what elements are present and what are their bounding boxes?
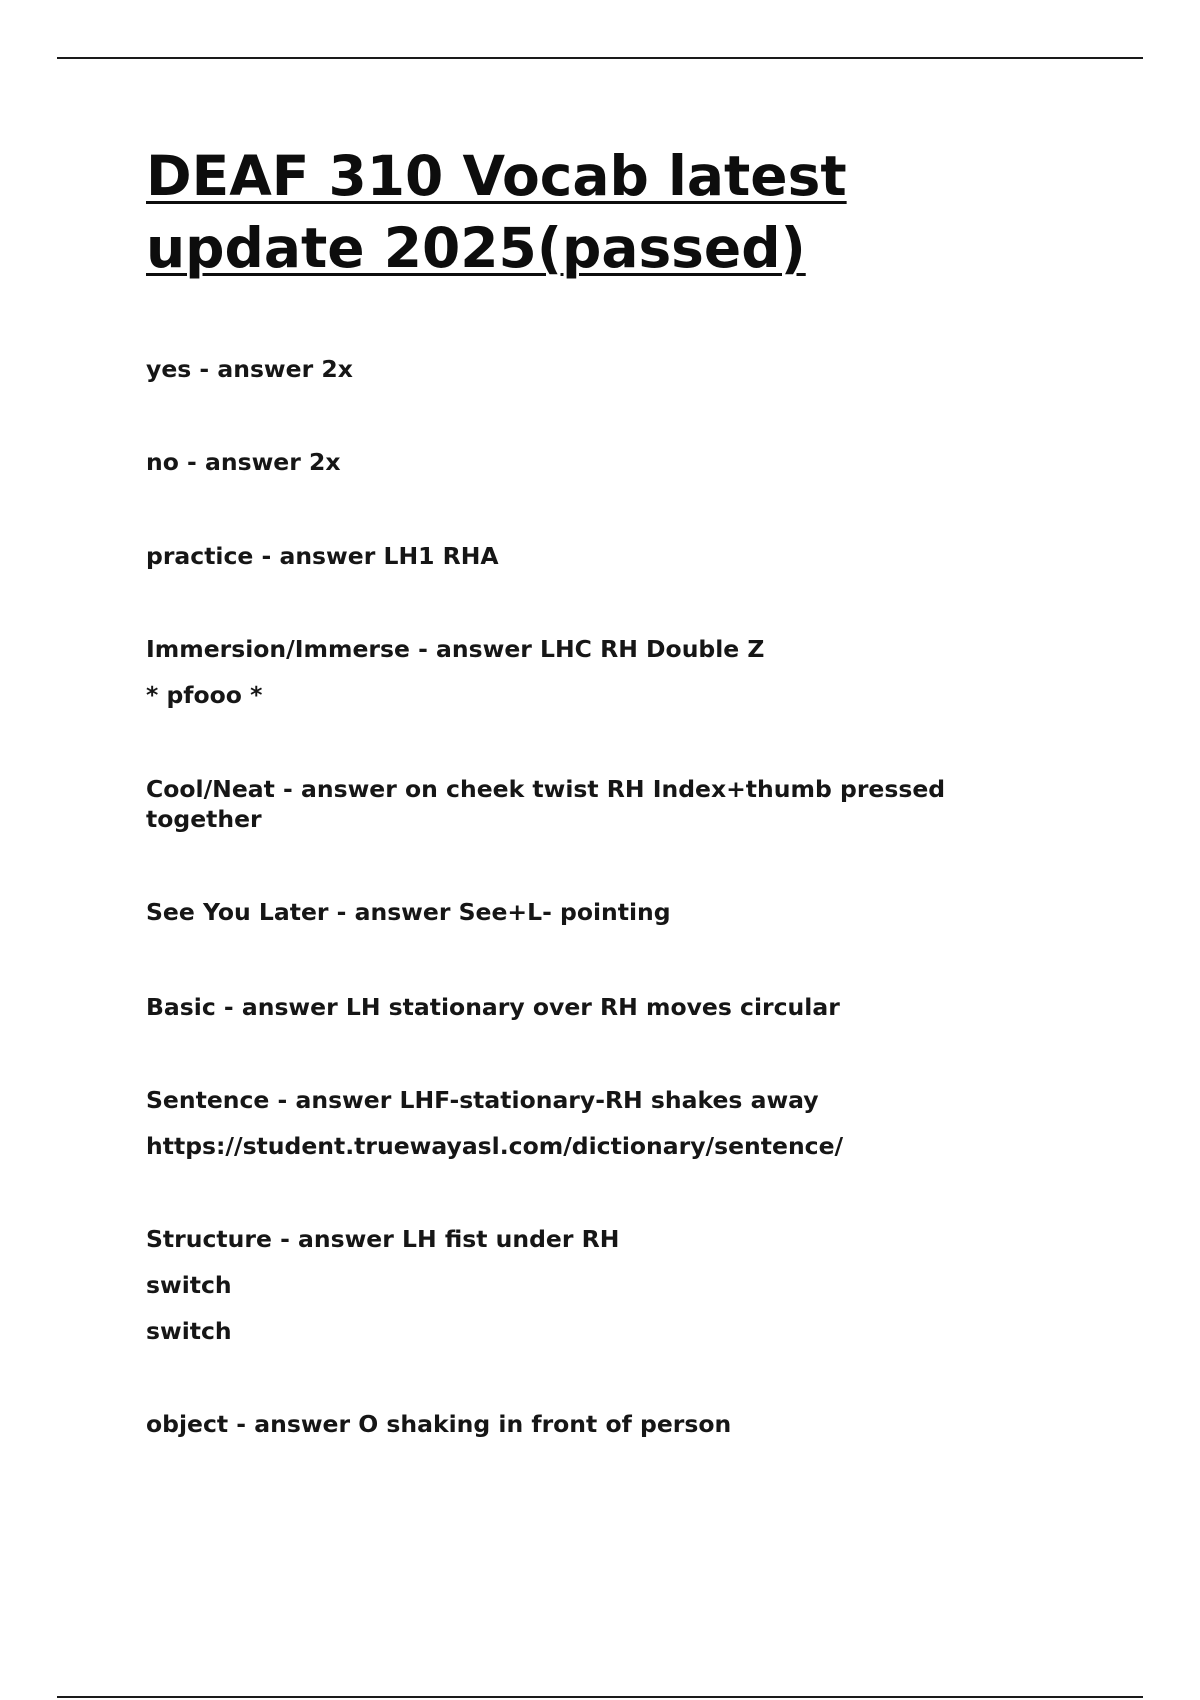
document-body xyxy=(146,140,1006,1439)
entry-text: no - answer 2x xyxy=(146,448,341,476)
entry-note: switch xyxy=(146,1317,232,1345)
entry-note: switch xyxy=(146,1271,232,1299)
vocab-entry-see-you-later xyxy=(146,897,1006,927)
vocab-entry-structure xyxy=(146,1224,1006,1346)
vocab-entry-immersion xyxy=(146,634,1006,710)
entry-text: Structure - answer LH fist under RH xyxy=(146,1225,620,1253)
vocab-entry-sentence xyxy=(146,1085,1006,1161)
vocab-entry-no xyxy=(146,447,1006,477)
vocab-entry-yes xyxy=(146,354,1006,384)
footer-rule xyxy=(57,1696,1143,1698)
entry-note: * pfooo * xyxy=(146,681,263,709)
entry-text: Basic - answer LH stationary over RH moves circular xyxy=(146,993,840,1021)
vocab-entry-cool-neat xyxy=(146,774,1006,834)
entry-text: Sentence - answer LHF-stationary-RH shakes away xyxy=(146,1086,819,1114)
entry-text: Immersion/Immerse - answer LHC RH Double Z xyxy=(146,635,765,663)
entry-text: object - answer O shaking in front of person xyxy=(146,1410,732,1438)
header-rule xyxy=(57,57,1143,59)
entry-text: practice - answer LH1 RHA xyxy=(146,542,499,570)
entry-text: yes - answer 2x xyxy=(146,355,353,383)
entry-link: https://student.truewayasl.com/dictionary/sentence/ xyxy=(146,1132,844,1160)
vocab-entry-basic xyxy=(146,992,1006,1022)
entry-text: See You Later - answer See+L- pointing xyxy=(146,898,671,926)
entry-text: Cool/Neat - answer on cheek twist RH Index+thumb pressed together xyxy=(146,775,946,833)
vocab-entry-practice xyxy=(146,541,1006,571)
document-title: DEAF 310 Vocab latest update 2025(passed) xyxy=(146,144,847,280)
vocab-list xyxy=(146,354,1006,1439)
vocab-entry-object xyxy=(146,1409,1006,1439)
